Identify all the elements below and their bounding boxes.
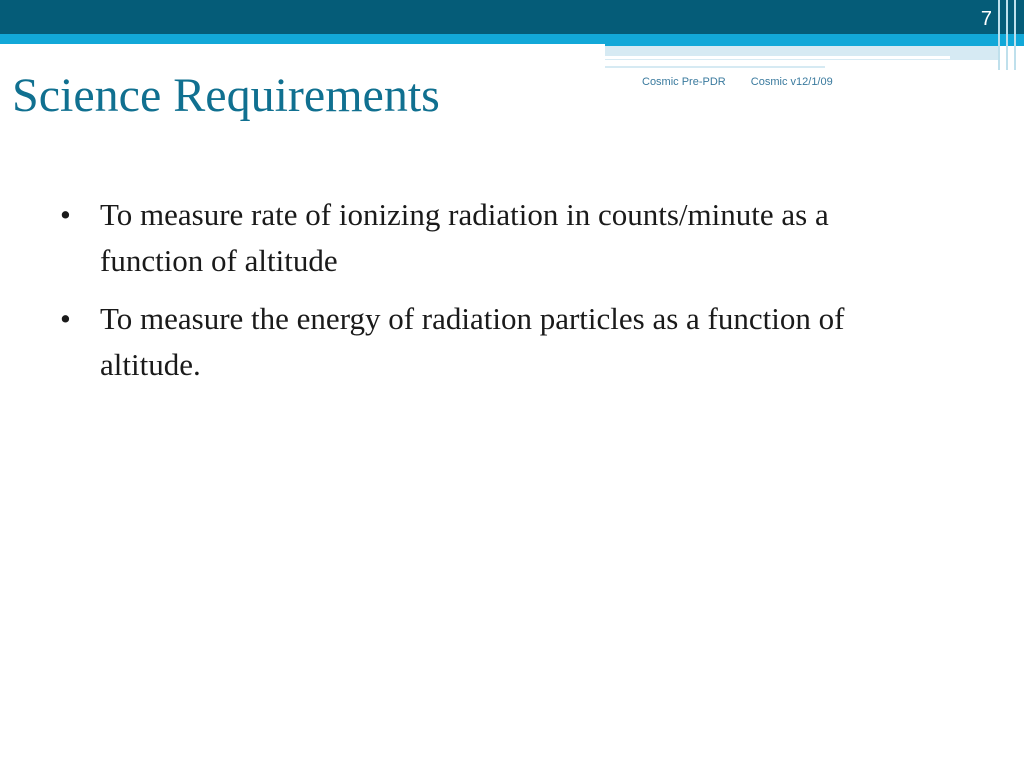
slide-number: 7 (980, 8, 992, 30)
bullet-item: • To measure rate of ionizing radiation in counts/minute as a function of altitude (60, 192, 920, 284)
header-thin-line (605, 56, 950, 59)
bullet-item: • To measure the energy of radiation particles as a function of altitude. (60, 296, 920, 388)
header-divider (0, 44, 605, 50)
slide-title: Science Requirements (12, 69, 440, 122)
header-thin-line-secondary (605, 66, 825, 68)
footer-version: Cosmic v12/1/09 (750, 76, 833, 88)
bullet-list (60, 192, 920, 400)
header-band (0, 0, 1024, 34)
slide-footer (642, 76, 833, 88)
footer-project: Cosmic Pre-PDR (642, 76, 726, 88)
right-edge-decoration (994, 0, 1024, 70)
